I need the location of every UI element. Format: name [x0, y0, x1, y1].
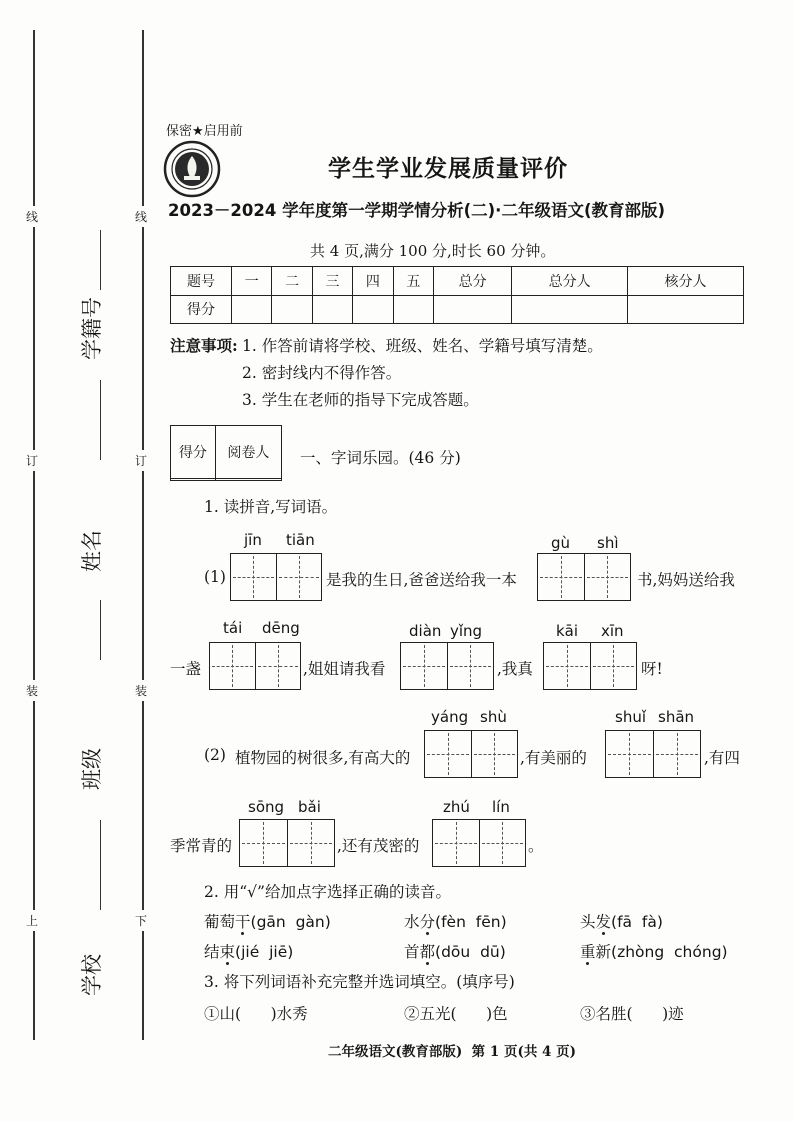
pronunciation-suffix: 新 [595, 943, 612, 961]
pronunciation-prefix: 水 [404, 913, 420, 931]
name-label: 姓名 [80, 530, 104, 572]
pinyin-bai: bǎi [298, 798, 321, 816]
score-header-cell: 总分人 [512, 267, 628, 296]
inner-binding-label-ding: 订 [135, 450, 147, 471]
grader-table [170, 425, 282, 481]
sentence-text: ,姐姐请我看 [303, 660, 386, 678]
pinyin-ying: yǐng [450, 622, 483, 640]
school-logo-icon [163, 140, 221, 198]
exam-subtitle: 2023－2024 学年度第一学期学情分析(二)·二年级语文(教育部版) [168, 201, 666, 220]
name-underline[interactable] [100, 600, 101, 660]
grader-score-cell[interactable] [171, 478, 216, 481]
sentence-text: ,有四 [704, 749, 740, 767]
answer-grid-taideng[interactable] [209, 642, 301, 690]
sentence-text: 。 [528, 837, 544, 855]
score-table-header-row [171, 267, 744, 296]
idiom-fill-item[interactable]: ②五光( )色 [404, 1005, 508, 1023]
note-item: 1. 作答前请将学校、班级、姓名、学籍号填写清楚。 [242, 337, 603, 355]
score-cell[interactable] [512, 295, 628, 324]
pronunciation-item[interactable] [204, 940, 293, 962]
sentence-text: 书,妈妈送给我 [637, 571, 735, 589]
pinyin-lin: lín [492, 798, 510, 816]
score-header-cell: 核分人 [628, 267, 744, 296]
pronunciation-options: (fèn fēn) [435, 913, 507, 931]
score-header-cell: 四 [353, 267, 393, 296]
score-header-cell: 五 [393, 267, 433, 296]
pronunciation-prefix: 葡萄 [204, 913, 236, 931]
grader-score-label: 得分 [171, 426, 216, 479]
outer-binding-label-shang: 上 [26, 910, 38, 931]
outer-binding-line [33, 30, 35, 1040]
pinyin-zhu: zhú [443, 798, 470, 816]
pronunciation-item[interactable] [404, 940, 506, 962]
pronunciation-options: (dōu dū) [435, 943, 506, 961]
pinyin-shui: shuǐ [615, 708, 646, 726]
sentence-text: ,有美丽的 [520, 749, 587, 767]
pronunciation-dotted-char: 发 [595, 913, 612, 931]
section1-title: 一、字词乐园。(46 分) [300, 449, 461, 467]
notes-label: 注意事项: [170, 336, 238, 355]
pronunciation-dotted-char: 束 [219, 943, 236, 961]
answer-grid-gushi[interactable] [537, 553, 631, 601]
part2-label: (2) [204, 746, 226, 764]
outer-binding-label-ding: 订 [26, 450, 38, 471]
pronunciation-dotted-char: 重 [580, 943, 596, 961]
pinyin-shi: shì [597, 534, 619, 552]
sentence-text: 呀! [641, 660, 663, 678]
score-row-label: 得分 [171, 295, 232, 324]
pronunciation-dotted-char: 干 [235, 913, 251, 931]
score-header-cell: 总分 [434, 267, 512, 296]
pronunciation-dotted-char: 都 [419, 943, 436, 961]
sentence-text: ,我真 [497, 660, 533, 678]
pronunciation-item[interactable] [580, 940, 728, 962]
pinyin-shu: shù [480, 708, 507, 726]
score-cell[interactable] [628, 295, 744, 324]
page-title: 学生学业发展质量评价 [328, 156, 568, 182]
pronunciation-prefix: 结 [204, 943, 220, 961]
score-cell[interactable] [353, 295, 393, 324]
idiom-fill-item[interactable]: ③名胜( )迹 [580, 1005, 684, 1023]
inner-binding-label-xian: 线 [135, 206, 147, 227]
pronunciation-prefix: 头 [580, 913, 596, 931]
score-header-cell: 一 [232, 267, 272, 296]
note-item: 2. 密封线内不得作答。 [242, 364, 402, 382]
score-cell[interactable] [272, 295, 312, 324]
answer-grid-dianying[interactable] [400, 642, 494, 690]
pinyin-tai: tái [223, 619, 243, 637]
pronunciation-prefix: 首 [404, 943, 420, 961]
pinyin-song: sōng [248, 798, 285, 816]
sentence-text: 一盏 [170, 660, 202, 678]
inner-binding-line [142, 30, 144, 1040]
student-id-underline-lower[interactable] [100, 380, 101, 460]
pronunciation-options: (fā fà) [611, 913, 663, 931]
grader-reviewer-label: 阅卷人 [215, 426, 281, 479]
score-cell[interactable] [312, 295, 352, 324]
score-header-cell: 二 [272, 267, 312, 296]
school-label: 学校 [80, 954, 104, 996]
score-header-cell: 题号 [171, 267, 232, 296]
pinyin-jin: jīn [244, 531, 262, 549]
answer-grid-songbai[interactable] [239, 819, 335, 867]
answer-grid-shuishan[interactable] [605, 730, 701, 778]
exam-info: 共 4 页,满分 100 分,时长 60 分钟。 [310, 242, 556, 260]
pronunciation-item[interactable] [204, 910, 331, 932]
pronunciation-item[interactable] [580, 910, 663, 932]
answer-grid-yangshu[interactable] [424, 730, 518, 778]
pinyin-shan: shān [658, 708, 695, 726]
pronunciation-options: (jié jiē) [235, 943, 294, 961]
part1-label: (1) [204, 568, 226, 586]
pronunciation-options: (zhòng chóng) [611, 943, 728, 961]
pronunciation-item[interactable] [404, 910, 507, 932]
sentence-text: 季常青的 [170, 837, 233, 855]
score-cell[interactable] [434, 295, 512, 324]
q2-title: 2. 用“√”给加点字选择正确的读音。 [204, 883, 451, 901]
class-label: 班级 [80, 748, 104, 790]
score-header-cell: 三 [312, 267, 352, 296]
inner-binding-label-zhuang: 装 [135, 680, 147, 701]
answer-grid-jintian[interactable] [230, 553, 322, 601]
inner-binding-label-xia: 下 [135, 910, 147, 931]
pinyin-kai: kāi [556, 622, 579, 640]
class-underline[interactable] [100, 820, 101, 910]
pinyin-tian: tiān [286, 531, 315, 549]
student-id-label: 学籍号 [80, 297, 104, 360]
pronunciation-options: (gān gàn) [250, 913, 331, 931]
page-footer: 二年级语文(教育部版) 第 1 页(共 4 页) [328, 1044, 577, 1060]
pinyin-xin: xīn [601, 622, 624, 640]
outer-binding-label-xian: 线 [26, 206, 38, 227]
pronunciation-dotted-char: 分 [419, 913, 436, 931]
pinyin-gu: gù [551, 534, 571, 552]
score-table-score-row [171, 295, 744, 324]
pinyin-deng: dēng [262, 619, 300, 637]
score-table [170, 266, 744, 324]
sentence-text: 是我的生日,爸爸送给我一本 [326, 571, 517, 589]
q3-title: 3. 将下列词语补充完整并选词填空。(填序号) [204, 973, 515, 991]
score-cell[interactable] [393, 295, 433, 324]
pinyin-yang: yáng [431, 708, 469, 726]
note-item: 3. 学生在老师的指导下完成答题。 [242, 391, 479, 409]
grader-reviewer-cell[interactable] [215, 478, 281, 481]
confidential-label: 保密★启用前 [166, 124, 243, 139]
q1-title: 1. 读拼音,写词语。 [204, 498, 338, 516]
outer-binding-label-zhuang: 装 [26, 680, 38, 701]
sentence-text: 植物园的树很多,有高大的 [235, 749, 411, 767]
sentence-text: ,还有茂密的 [337, 837, 420, 855]
idiom-fill-item[interactable]: ①山( )水秀 [204, 1005, 308, 1023]
answer-grid-kaixin[interactable] [543, 642, 637, 690]
student-id-underline[interactable] [100, 230, 101, 290]
pinyin-dian: diàn [409, 622, 442, 640]
answer-grid-zhulin[interactable] [432, 819, 526, 867]
score-cell[interactable] [232, 295, 272, 324]
